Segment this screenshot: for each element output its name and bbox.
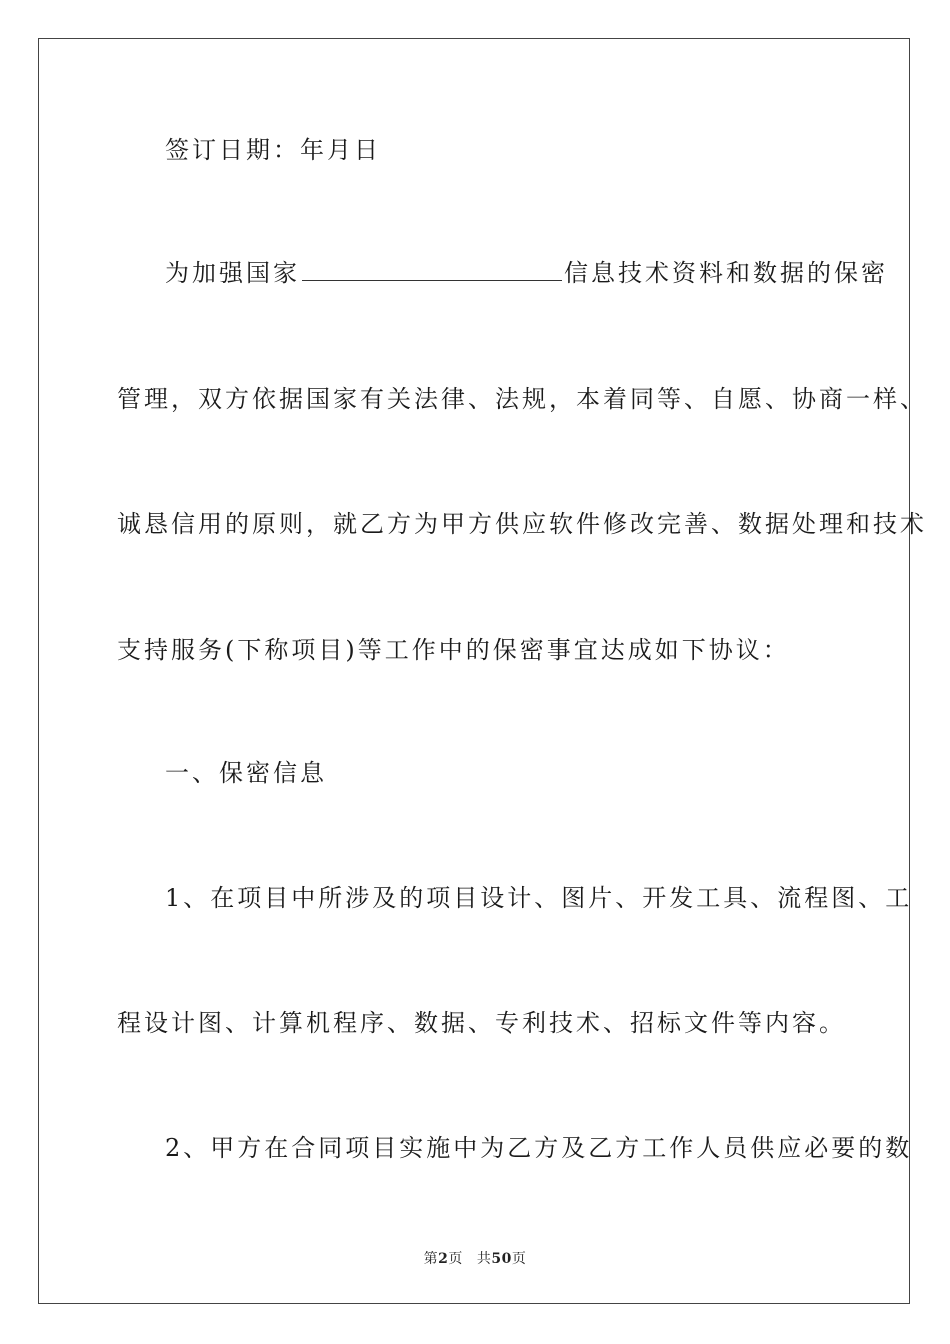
item-1-line-1: 1、在项目中所涉及的项目设计、图片、开发工具、流程图、工 <box>165 884 913 912</box>
paragraph-1-text-after-blank: 信息技术资料和数据的保密 <box>564 259 888 287</box>
page-border <box>38 38 913 1304</box>
total-prefix: 共 <box>476 1251 492 1267</box>
page-number: 2 <box>438 1251 449 1267</box>
paragraph-1-line-3: 诚恳信用的原则，就乙方为甲方供应软件修改完善、数据处理和技术 <box>117 510 927 538</box>
total-pages: 50 <box>491 1251 512 1267</box>
item-1-line-2: 程设计图、计算机程序、数据、专利技术、招标文件等内容。 <box>117 1009 846 1037</box>
paragraph-1-line-1 <box>165 258 888 288</box>
page-footer <box>0 1248 950 1268</box>
fill-in-blank[interactable] <box>302 258 562 281</box>
section-1-heading: 一、保密信息 <box>165 759 327 787</box>
paragraph-1-line-2: 管理，双方依据国家有关法律、法规，本着同等、自愿、协商一样、 <box>117 385 927 413</box>
paragraph-1-text-before-blank: 为加强国家 <box>165 259 300 287</box>
item-2-line-1: 2、甲方在合同项目实施中为乙方及乙方工作人员供应必要的数 <box>165 1134 913 1162</box>
page-suffix: 页 <box>448 1251 463 1267</box>
paragraph-1-line-4: 支持服务(下称项目)等工作中的保密事宜达成如下协议： <box>117 636 790 664</box>
sign-date-line: 签订日期：年月日 <box>165 136 381 164</box>
page-prefix: 第 <box>423 1251 439 1267</box>
total-suffix: 页 <box>511 1251 527 1267</box>
